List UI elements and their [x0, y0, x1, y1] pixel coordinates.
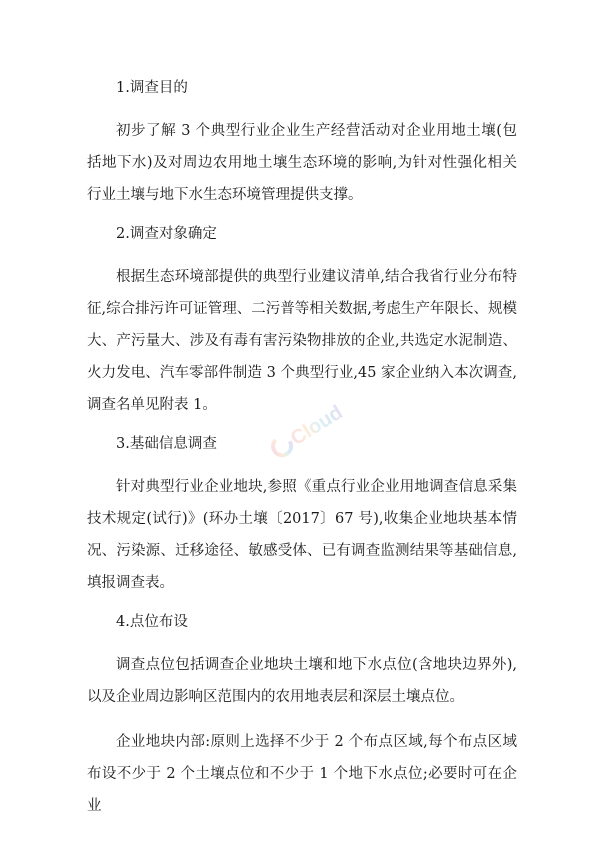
section-paragraph-1: 初步了解 3 个典型行业企业生产经营活动对企业用地土壤(包括地下水)及对周边农用地土壤生态环境的影响,为针对性强化相关行业土壤与地下水生态环境管理提供支撑。	[87, 123, 517, 203]
section-paragraph-2: 根据生态环境部提供的典型行业建议清单,结合我省行业分布特征,综合排污许可证管理、二污普等相关数据,考虑生产年限长、规模大、产污量大、涉及有毒有害污染物排放的企业,共选定水泥制造、火力发电、汽车零部件制造 3 个典型行业,45 家企业纳入本次调查,调查名单见附表 1。	[87, 269, 517, 413]
section-heading-3: 3.基础信息调查	[116, 436, 217, 452]
watermark-text: Cloud	[286, 401, 347, 451]
section-paragraph-3: 针对典型行业企业地块,参照《重点行业企业用地调查信息采集技术规定(试行)》(环办土壤〔2017〕67 号),收集企业地块基本情况、污染源、迁移途径、敏感受体、已有调查监测结果等基础信息,填报调查表。	[87, 479, 517, 591]
section-heading-2: 2.调查对象确定	[116, 226, 217, 242]
section-paragraph-4b: 企业地块内部:原则上选择不少于 2 个布点区域,每个布点区域布设不少于 2 个土壤点位和不少于 1 个地下水点位;必要时可在企业	[87, 734, 517, 814]
section-paragraph-4a: 调查点位包括调查企业地块土壤和地下水点位(含地块边界外),以及企业周边影响区范围内的农用地表层和深层土壤点位。	[87, 657, 517, 705]
section-heading-1: 1.调查目的	[116, 80, 188, 96]
section-heading-4: 4.点位布设	[116, 614, 188, 630]
